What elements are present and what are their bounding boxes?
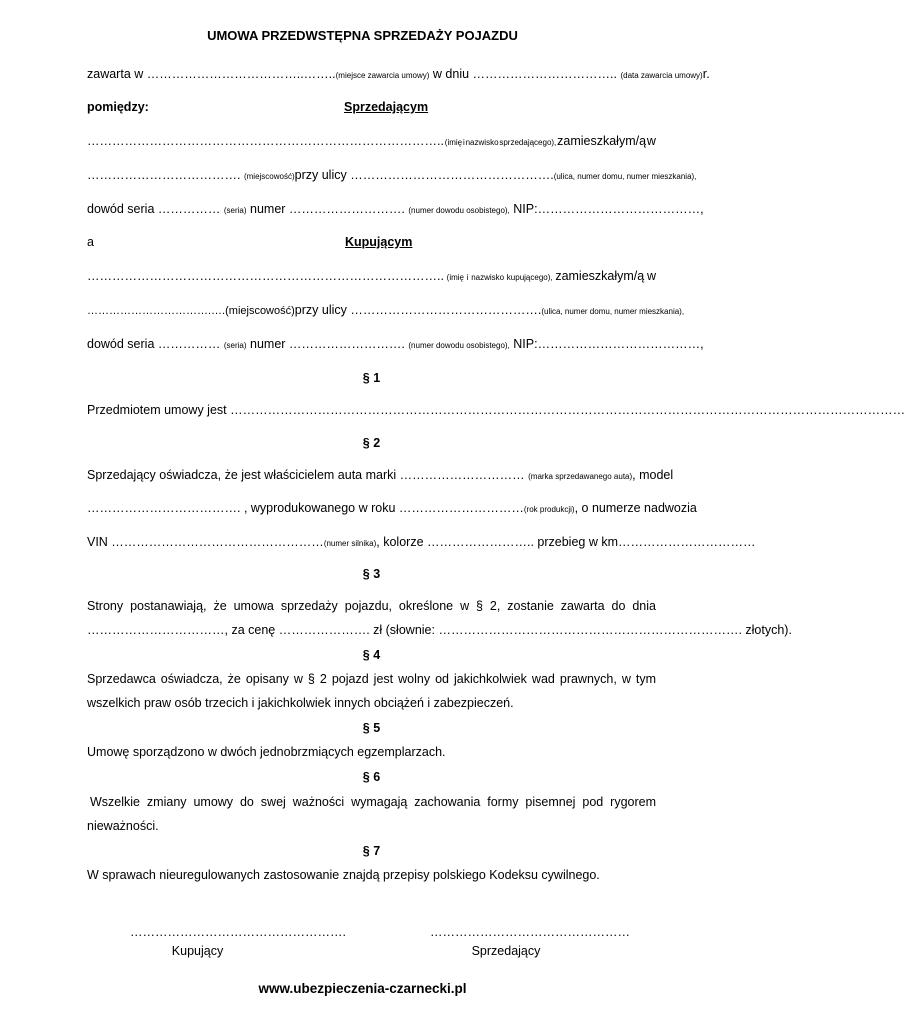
car-make: Sprzedający oświadcza, że jest właścicielem auta marki ………………………… bbox=[87, 468, 525, 482]
vin: VIN …………………………………………… bbox=[87, 535, 324, 549]
section-6-line-1: Wszelkie zmiany umowy do swej ważności wymagają zachowania formy pisemnej pod rygorem bbox=[90, 795, 656, 809]
section-7-heading: § 7 bbox=[362, 844, 381, 858]
seller-w: w bbox=[646, 134, 656, 148]
section-3-heading: § 3 bbox=[362, 567, 381, 581]
between-label: pomiędzy: bbox=[87, 100, 149, 114]
buyer-name-dots: ………………………………………………………………………….. bbox=[87, 269, 444, 283]
buyer-signature-line: ……………………………………………. bbox=[130, 925, 346, 939]
buyer-resident: zamieszkałym/ą bbox=[555, 269, 645, 283]
section-3-line-2: ……………………………, za cenę …………………. zł (słownie: ………………………………………………………………. złotych). bbox=[87, 623, 792, 637]
contract-date: w dniu …………………………….. bbox=[432, 67, 617, 81]
seller-resident: zamieszkałym/ą bbox=[557, 134, 647, 148]
buyer-name-line bbox=[87, 268, 656, 286]
seller-number-hint: (numer dowodu osobistego), bbox=[408, 206, 510, 215]
seller-city-dots: ………………………………. bbox=[87, 168, 241, 182]
seller-nip: NIP:…………………………………, bbox=[513, 202, 704, 216]
production-year: ………………………………. , wyprodukowanego w roku ………………………… bbox=[87, 501, 524, 515]
place-hint: (miejsce zawarcia umowy) bbox=[335, 71, 430, 80]
section-4-heading: § 4 bbox=[362, 648, 381, 662]
section-1-heading: § 1 bbox=[362, 371, 381, 385]
seller-address-line bbox=[87, 167, 697, 185]
intro-line bbox=[87, 66, 710, 84]
section-1-text: Przedmiotem umowy jest ……………………………………………………………………………………………………………………………………………… bbox=[87, 403, 905, 417]
seller-street: przy ulicy …………………………………………. bbox=[294, 168, 554, 182]
seller-name-hint: (imię bbox=[444, 138, 463, 147]
car-model-label: , model bbox=[632, 468, 674, 482]
section-5-text: Umowę sporządzono w dwóch jednobrzmiących egzemplarzach. bbox=[87, 745, 446, 759]
section-3-line-1: Strony postanawiają, że umowa sprzedaży pojazdu, określone w § 2, zostanie zawarta do dnia bbox=[87, 599, 656, 613]
section-2-heading: § 2 bbox=[362, 436, 381, 450]
section-4-line-2: wszelkich praw osób trzecich i jakichkolwiek innych obciążeń i zabezpieczeń. bbox=[87, 696, 514, 710]
buyer-name-hint: i bbox=[466, 273, 469, 282]
buyer-street-hint: (ulica, numer domu, numer mieszkania), bbox=[541, 307, 685, 316]
seller-signature-label: Sprzedający bbox=[471, 944, 541, 958]
seller-signature-line: ………………………………………… bbox=[430, 925, 630, 939]
year-suffix: r. bbox=[702, 67, 710, 81]
engine-number-hint: (numer silnika) bbox=[323, 539, 377, 548]
buyer-number-hint: (numer dowodu osobistego), bbox=[408, 341, 510, 350]
buyer-w: w bbox=[646, 269, 656, 283]
seller-id-line bbox=[87, 201, 704, 219]
section-5-heading: § 5 bbox=[362, 721, 381, 735]
buyer-street: przy ulicy ………………………………………. bbox=[294, 303, 542, 317]
buyer-name-hint: kupującego), bbox=[506, 273, 553, 282]
seller-city-hint: (miejscowość) bbox=[243, 172, 295, 181]
buyer-heading: Kupującym bbox=[345, 235, 413, 249]
buyer-id-number: numer ………………………. bbox=[250, 337, 405, 351]
seller-id-series: dowód seria …………… bbox=[87, 202, 221, 216]
section-7-text: W sprawach nieuregulowanych zastosowanie znajdą przepisy polskiego Kodeksu cywilnego. bbox=[87, 868, 600, 882]
seller-heading: Sprzedającym bbox=[344, 100, 429, 114]
body-number-label: , o numerze nadwozia bbox=[574, 501, 697, 515]
document-title: UMOWA PRZEDWSTĘPNA SPRZEDAŻY POJAZDU bbox=[207, 28, 518, 43]
seller-name-hint: nazwisko bbox=[465, 138, 499, 147]
seller-name-dots: ………………………………………………………………………….. bbox=[87, 134, 444, 148]
section-2-line-1 bbox=[87, 467, 674, 485]
section-2-line-2 bbox=[87, 500, 697, 518]
buyer-city-dots: …………………………….….(miejscowość) bbox=[87, 305, 295, 317]
seller-name-hint: sprzedającego), bbox=[499, 138, 557, 147]
buyer-series-hint: (seria) bbox=[223, 341, 247, 350]
buyer-name-hint: (imię bbox=[446, 273, 464, 282]
seller-series-hint: (seria) bbox=[223, 206, 247, 215]
seller-id-number: numer ………………………. bbox=[250, 202, 405, 216]
buyer-name-hint: nazwisko bbox=[471, 273, 505, 282]
buyer-address-line bbox=[87, 302, 685, 320]
car-make-hint: (marka sprzedawanego auta) bbox=[528, 472, 633, 481]
seller-street-hint: (ulica, numer domu, numer mieszkania), bbox=[553, 172, 697, 181]
seller-name-line bbox=[87, 133, 656, 151]
production-year-hint: (rok produkcji) bbox=[523, 505, 575, 514]
color-mileage: , kolorze …………………….. przebieg w km…………………………… bbox=[376, 535, 756, 549]
section-6-line-2: nieważności. bbox=[87, 819, 159, 833]
section-6-heading: § 6 bbox=[362, 770, 381, 784]
and-label: a bbox=[87, 235, 94, 249]
section-2-line-3 bbox=[87, 534, 756, 552]
footer-website: www.ubezpieczenia-czarnecki.pl bbox=[258, 981, 467, 996]
contract-place: zawarta w ………………………………..…….. bbox=[87, 67, 336, 81]
date-hint: (data zawarcia umowy) bbox=[620, 71, 703, 80]
buyer-nip: NIP:…………………………………, bbox=[513, 337, 704, 351]
buyer-id-series: dowód seria …………… bbox=[87, 337, 221, 351]
seller-name-hint: i bbox=[462, 138, 465, 147]
buyer-id-line bbox=[87, 336, 704, 354]
buyer-signature-label: Kupujący bbox=[171, 944, 224, 958]
section-4-line-1: Sprzedawca oświadcza, że opisany w § 2 pojazd jest wolny od jakichkolwiek wad prawnych, w tym bbox=[87, 672, 656, 686]
